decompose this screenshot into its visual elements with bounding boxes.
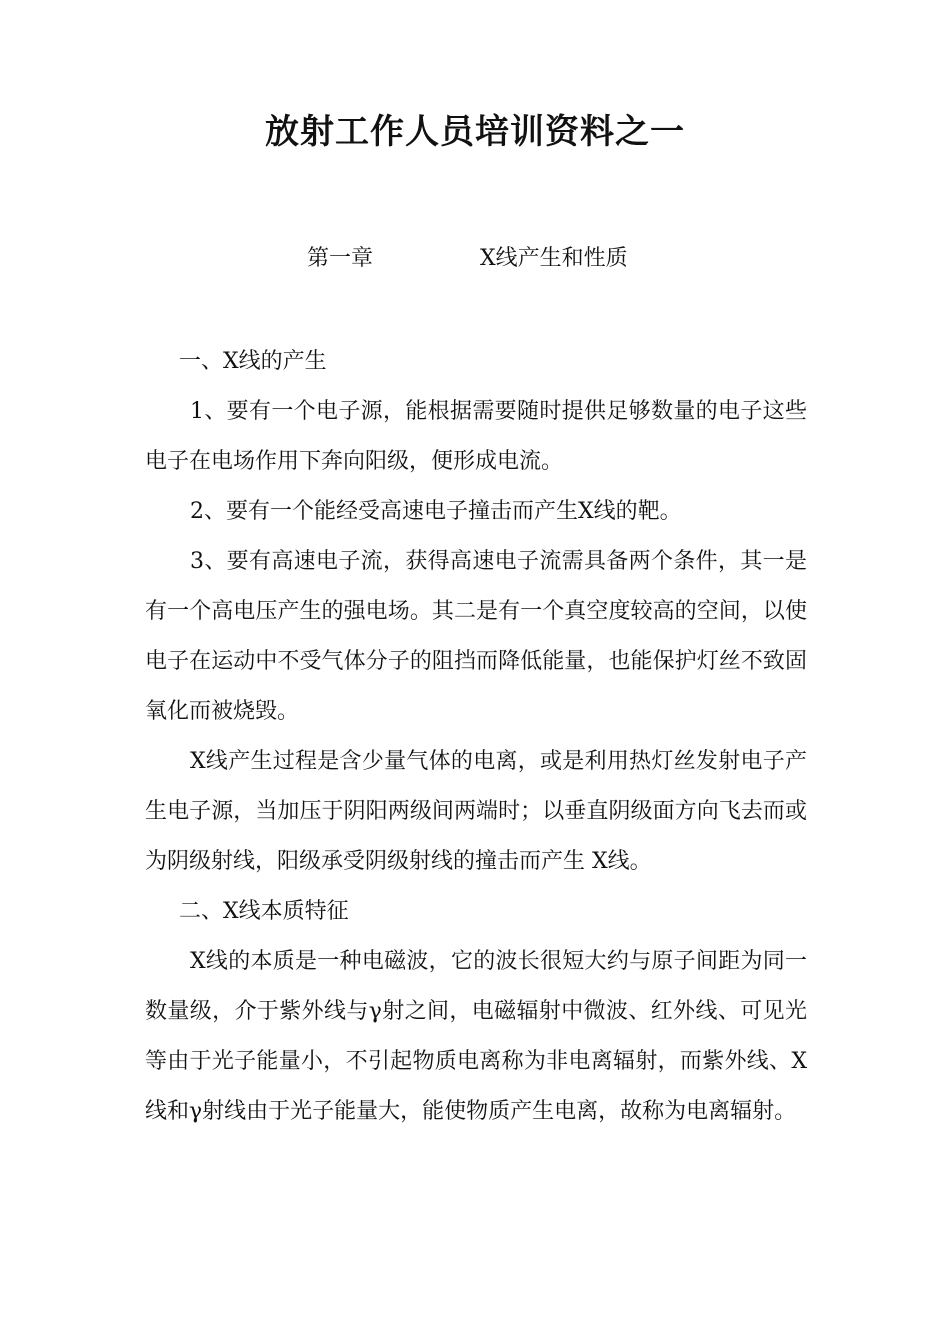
chapter-number: 第一章 xyxy=(307,246,374,271)
document-body xyxy=(145,337,807,1137)
section-heading-nature: 二、X线本质特征 xyxy=(179,899,349,924)
paragraph-xray-nature: X线的本质是一种电磁波，它的波长很短大约与原子间距为同一数量级，介于紫外线与γ射之间，电磁辐射中微波、红外线、可见光等由于光子能量小，不引起物质电离称为非电离辐射，而紫外线、X线和γ射线由于光子能量大，能使物质产生电离，故称为电离辐射。 xyxy=(145,949,807,1124)
chapter-heading xyxy=(0,242,950,276)
paragraph-generation-process: X线产生过程是含少量气体的电离，或是利用热灯丝发射电子产生电子源，当加压于阴阳两级间两端时；以垂直阴级面方向飞去而或为阴级射线，阳级承受阴级射线的撞击而产生 X线。 xyxy=(145,749,807,874)
paragraph-target: 2、要有一个能经受高速电子撞击而产生X线的靶。 xyxy=(190,499,682,524)
paragraph-electron-source: 1、要有一个电子源，能根据需要随时提供足够数量的电子这些电子在电场作用下奔向阳级，便形成电流。 xyxy=(145,399,807,474)
chapter-name: X线产生和性质 xyxy=(480,246,628,271)
section-heading-generation: 一、X线的产生 xyxy=(179,349,327,374)
document-title: 放射工作人员培训资料之一 xyxy=(265,112,685,152)
paragraph-high-speed-electrons: 3、要有高速电子流，获得高速电子流需具备两个条件，其一是有一个高电压产生的强电场。其二是有一个真空度较高的空间，以使电子在运动中不受气体分子的阻挡而降低能量，也能保护灯丝不致固氧化而被烧毁。 xyxy=(145,549,807,724)
